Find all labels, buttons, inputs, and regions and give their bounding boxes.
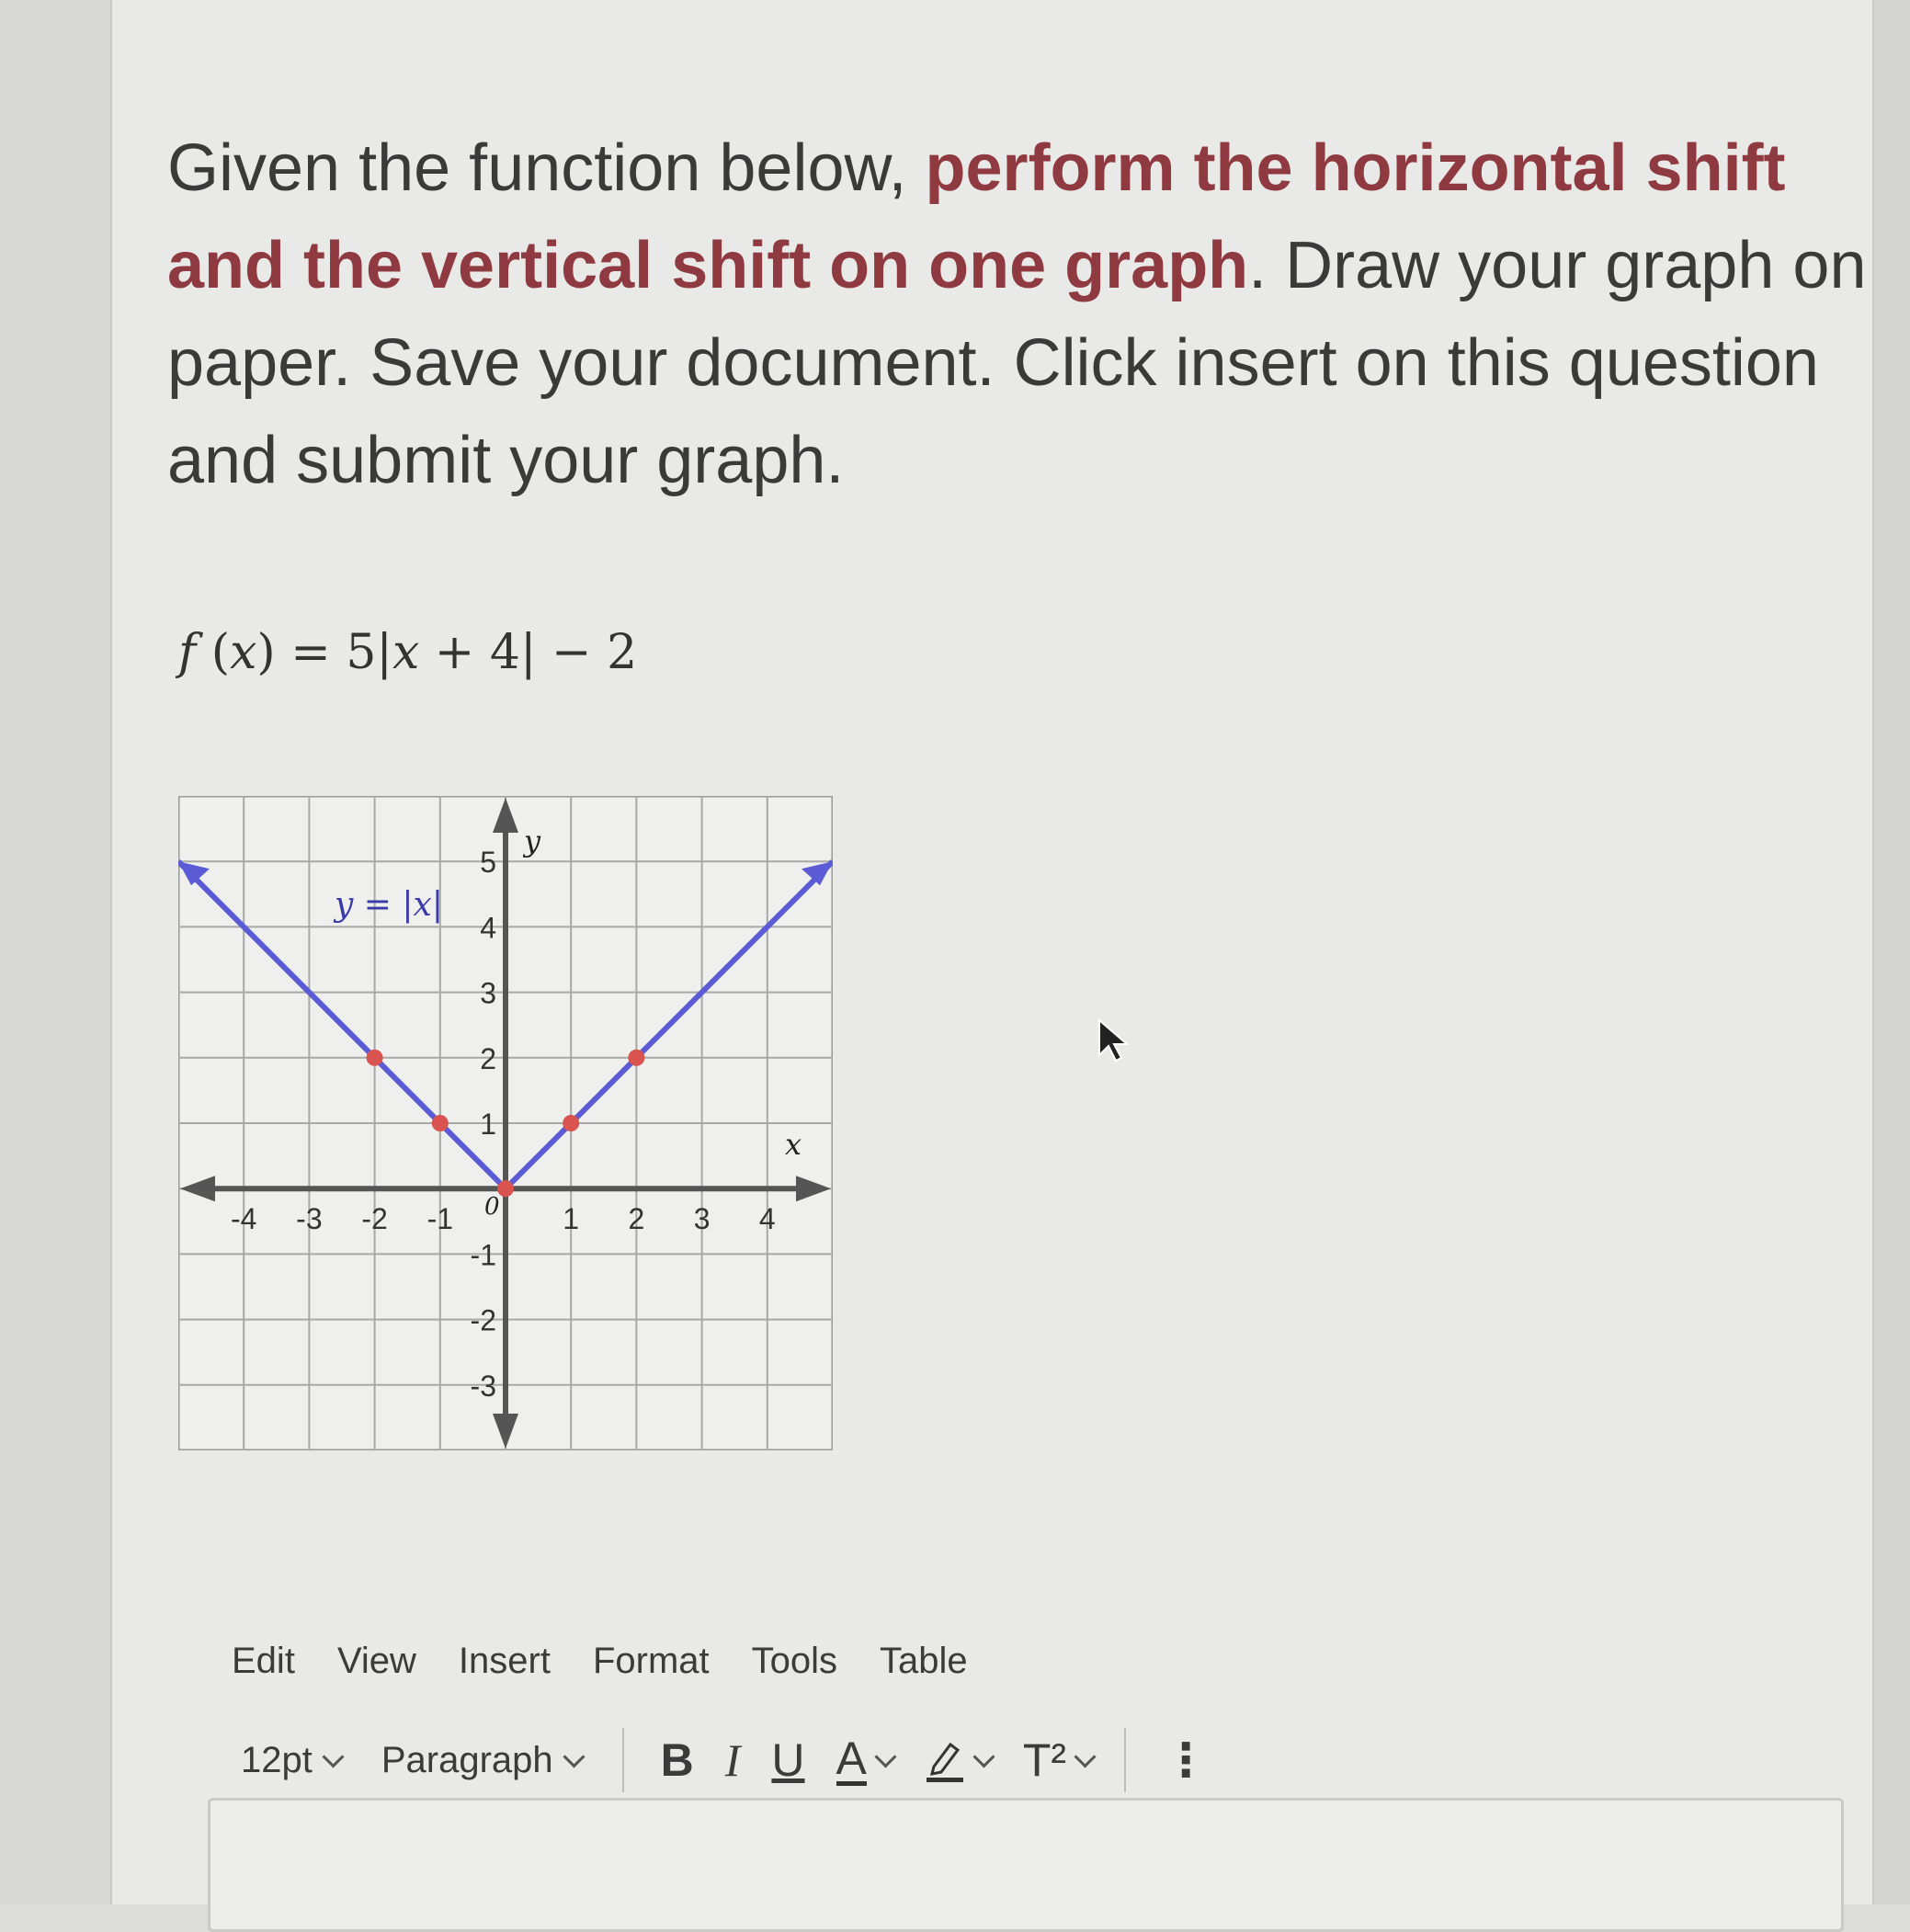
menu-format[interactable]: Format [592, 1641, 710, 1681]
block-format-value: Paragraph [381, 1739, 553, 1780]
formula-f: f [178, 625, 197, 680]
italic-button[interactable] [725, 1733, 741, 1787]
question-rest: . Draw your graph on paper. Save your document. Click insert on this question and submit your graph. [167, 229, 1867, 497]
superscript-icon: T² [1022, 1734, 1067, 1786]
formula-open: ( [196, 625, 231, 680]
bold-icon: B [660, 1734, 694, 1786]
question-intro: Given the function below, [167, 131, 926, 205]
left-gutter [0, 0, 110, 1904]
chevron-down-icon [1074, 1745, 1097, 1767]
y-tick-label: 1 [480, 1108, 496, 1141]
menu-insert[interactable]: Insert [458, 1641, 551, 1681]
y-tick-label: 3 [480, 976, 496, 1010]
absolute-value-graph [178, 796, 833, 1450]
question-text [167, 119, 1910, 509]
more-options-button[interactable] [1163, 1733, 1209, 1787]
underline-button[interactable] [771, 1733, 804, 1787]
y-tick-label: 5 [480, 846, 496, 880]
rich-text-editor[interactable] [208, 1798, 1844, 1932]
y-tick-label: -3 [470, 1369, 496, 1403]
data-point [432, 1115, 449, 1131]
chevron-down-icon [563, 1745, 585, 1767]
x-tick-label: 1 [563, 1202, 580, 1236]
toolbar-separator [1124, 1728, 1126, 1792]
bold-button[interactable] [661, 1733, 694, 1787]
formula-x1: x [230, 625, 257, 680]
data-point [628, 1050, 644, 1066]
mouse-pointer-icon [1097, 1018, 1131, 1064]
data-point [563, 1115, 579, 1131]
x-tick-label: 4 [758, 1202, 776, 1236]
toolbar-separator [622, 1728, 624, 1792]
formula-x2: x [392, 625, 420, 680]
more-icon: ⋮ [1163, 1734, 1210, 1786]
x-tick-label: -2 [361, 1202, 388, 1236]
underline-icon: U [771, 1734, 805, 1786]
y-tick-label: 4 [480, 911, 496, 945]
x-tick-label: 2 [628, 1202, 645, 1236]
y-tick-label: -1 [470, 1238, 496, 1272]
chevron-down-icon [874, 1745, 896, 1767]
menu-table[interactable]: Table [880, 1641, 968, 1681]
y-tick-label: -2 [470, 1303, 496, 1337]
block-format-dropdown[interactable] [381, 1740, 582, 1781]
editor-toolbar [241, 1728, 1240, 1792]
text-color-icon: A [836, 1732, 867, 1784]
editor-menubar [232, 1641, 968, 1682]
superscript-button[interactable] [1023, 1733, 1093, 1787]
data-point [367, 1050, 383, 1066]
origin-label: 0 [484, 1193, 500, 1221]
font-size-dropdown[interactable] [241, 1740, 341, 1781]
x-axis-label: x [785, 1127, 802, 1162]
highlighter-icon [925, 1737, 965, 1783]
formula-mid: ) = 5| [256, 625, 392, 680]
y-axis-label: y [524, 824, 541, 858]
font-size-value: 12pt [241, 1739, 313, 1780]
function-label: y = |x| [335, 886, 443, 924]
data-point [497, 1180, 514, 1197]
x-tick-label: -3 [296, 1202, 323, 1236]
question-highlight: perform the horizontal shift and the vertical shift on one graph [167, 131, 1786, 302]
function-formula [178, 625, 637, 680]
chevron-down-icon [972, 1745, 995, 1767]
formula-tail: + 4| − 2 [419, 625, 638, 680]
x-tick-label: -1 [426, 1202, 454, 1236]
x-tick-label: 3 [693, 1202, 711, 1236]
text-color-button[interactable] [836, 1732, 893, 1786]
x-tick-label: -4 [230, 1202, 257, 1236]
menu-tools[interactable]: Tools [751, 1641, 838, 1681]
question-card [110, 0, 1874, 1904]
chevron-down-icon [322, 1745, 344, 1767]
menu-edit[interactable]: Edit [232, 1641, 295, 1681]
highlight-color-button[interactable] [925, 1737, 992, 1783]
menu-view[interactable]: View [336, 1641, 416, 1681]
italic-icon: I [724, 1734, 741, 1786]
y-tick-label: 2 [480, 1041, 496, 1075]
